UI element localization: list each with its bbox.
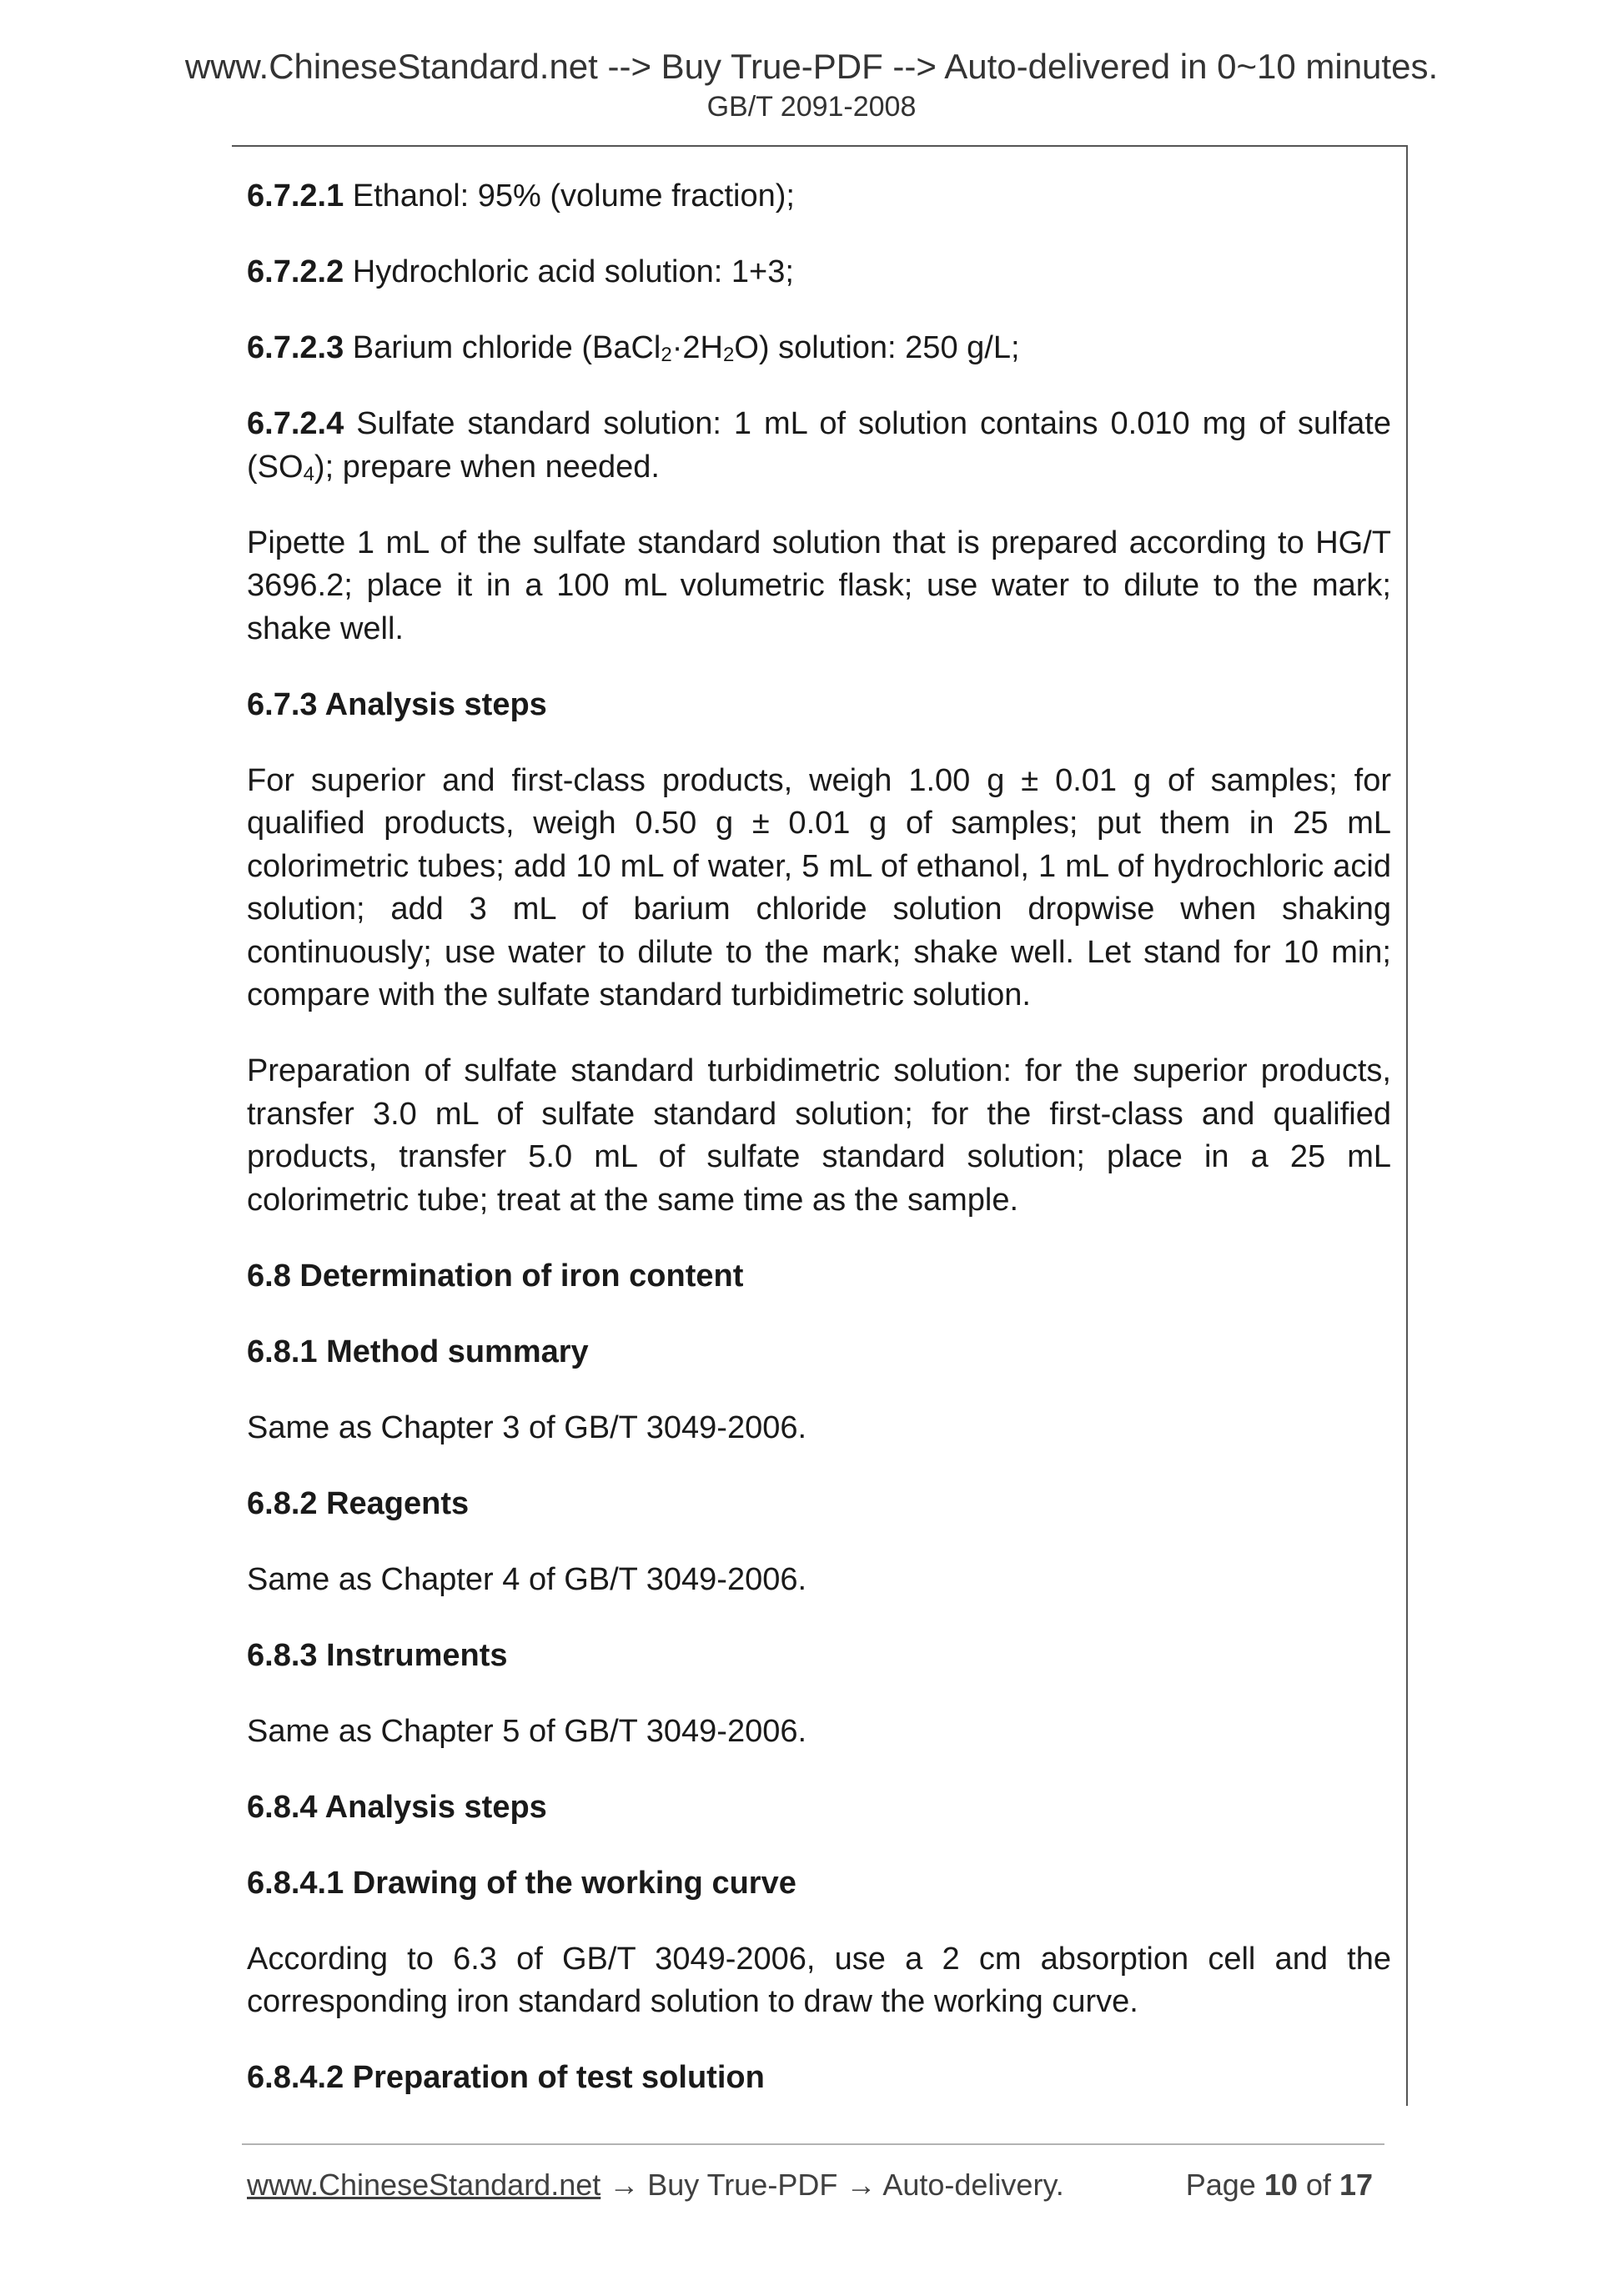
clause-number: 6.7.2.3 xyxy=(247,330,344,365)
clause-text: Sulfate standard solution: 1 mL of solution contains 0.010 mg of sulfate (SO xyxy=(247,406,1391,485)
clause-6-7-2-3 xyxy=(247,327,1391,370)
section-heading: 6.8.3 Instruments xyxy=(247,1637,508,1673)
clause-6-7-2-2 xyxy=(247,251,1391,294)
clause-6-7-2-1 xyxy=(247,175,1391,219)
header-banner: www.ChineseStandard.net --> Buy True-PDF --> Auto-delivered in 0~10 minutes. xyxy=(184,47,1439,86)
clause-text: Hydrochloric acid solution: 1+3; xyxy=(344,254,794,289)
section-heading: 6.8.1 Method summary xyxy=(247,1334,589,1369)
clause-6-7-2-4 xyxy=(247,403,1391,489)
frame-right-rule xyxy=(1406,145,1408,2106)
footer-rule xyxy=(242,2143,1384,2145)
clause-text: ); prepare when needed. xyxy=(314,449,660,485)
paragraph: Same as Chapter 5 of GB/T 3049-2006. xyxy=(247,1713,807,1749)
paragraph: Same as Chapter 3 of GB/T 3049-2006. xyxy=(247,1409,807,1445)
section-heading: 6.8.4.1 Drawing of the working curve xyxy=(247,1865,796,1901)
clause-text: Ethanol: 95% (volume fraction); xyxy=(344,178,795,214)
subscript: 4 xyxy=(303,462,314,485)
page-current: 10 xyxy=(1264,2168,1298,2202)
footer-site-link[interactable]: www.ChineseStandard.net xyxy=(247,2168,601,2202)
paragraph: For superior and first-class products, weigh 1.00 g ± 0.01 g of samples; for qualified products, weigh 0.50 g ± 0.01 g of samples; put them in 25 mL colorimetric tubes; add 10 mL of water, 5 mL of ethanol, 1 mL of hydrochloric acid solution; add 3 mL of barium chloride solution dropwise when shaking continuously; use water to dilute to the mark; shake well. Let stand for 10 min; compare with the sulfate standard turbidimetric solution. xyxy=(247,762,1391,1012)
clause-number: 6.7.2.2 xyxy=(247,254,344,289)
paragraph: Same as Chapter 4 of GB/T 3049-2006. xyxy=(247,1561,807,1597)
paragraph: According to 6.3 of GB/T 3049-2006, use a 2 cm absorption cell and the corresponding iron standard solution to draw the working curve. xyxy=(247,1941,1391,2019)
page-label: Page xyxy=(1185,2168,1256,2202)
of-label: of xyxy=(1305,2168,1331,2202)
document-body xyxy=(247,175,1391,2133)
clause-text: Barium chloride (BaCl xyxy=(344,330,661,365)
clause-text: ·2H xyxy=(671,330,723,365)
footer-buy-text: → Buy True-PDF xyxy=(600,2168,847,2202)
standard-code: GB/T 2091-2008 xyxy=(706,91,917,123)
footer-delivery-text: → Auto-delivery. xyxy=(846,2168,1064,2202)
paragraph: Pipette 1 mL of the sulfate standard solution that is prepared according to HG/T 3696.2; place it in a 100 mL volumetric flask; use water to dilute to the mark; shake well. xyxy=(247,525,1391,646)
section-heading: 6.8 Determination of iron content xyxy=(247,1258,744,1294)
footer xyxy=(247,2164,1384,2206)
clause-number: 6.7.2.1 xyxy=(247,178,344,214)
clause-number: 6.7.2.4 xyxy=(247,406,344,441)
page-indicator xyxy=(1186,2164,1373,2206)
subscript: 2 xyxy=(661,344,672,366)
page-total: 17 xyxy=(1339,2168,1373,2202)
paragraph: Preparation of sulfate standard turbidimetric solution: for the superior products, transfer 3.0 mL of sulfate standard solution; for the first-class and qualified products, transfer 5.0 mL of sulfate standard solution; place in a 25 mL colorimetric tube; treat at the same time as the sample. xyxy=(247,1053,1391,1218)
clause-text: O) solution: 250 g/L; xyxy=(734,330,1020,365)
subscript: 2 xyxy=(722,344,735,366)
section-heading: 6.8.4 Analysis steps xyxy=(247,1789,547,1825)
section-heading: 6.8.2 Reagents xyxy=(247,1485,470,1521)
section-heading: 6.7.3 Analysis steps xyxy=(247,686,547,722)
frame-top-rule xyxy=(232,145,1406,147)
section-heading: 6.8.4.2 Preparation of test solution xyxy=(247,2060,765,2095)
